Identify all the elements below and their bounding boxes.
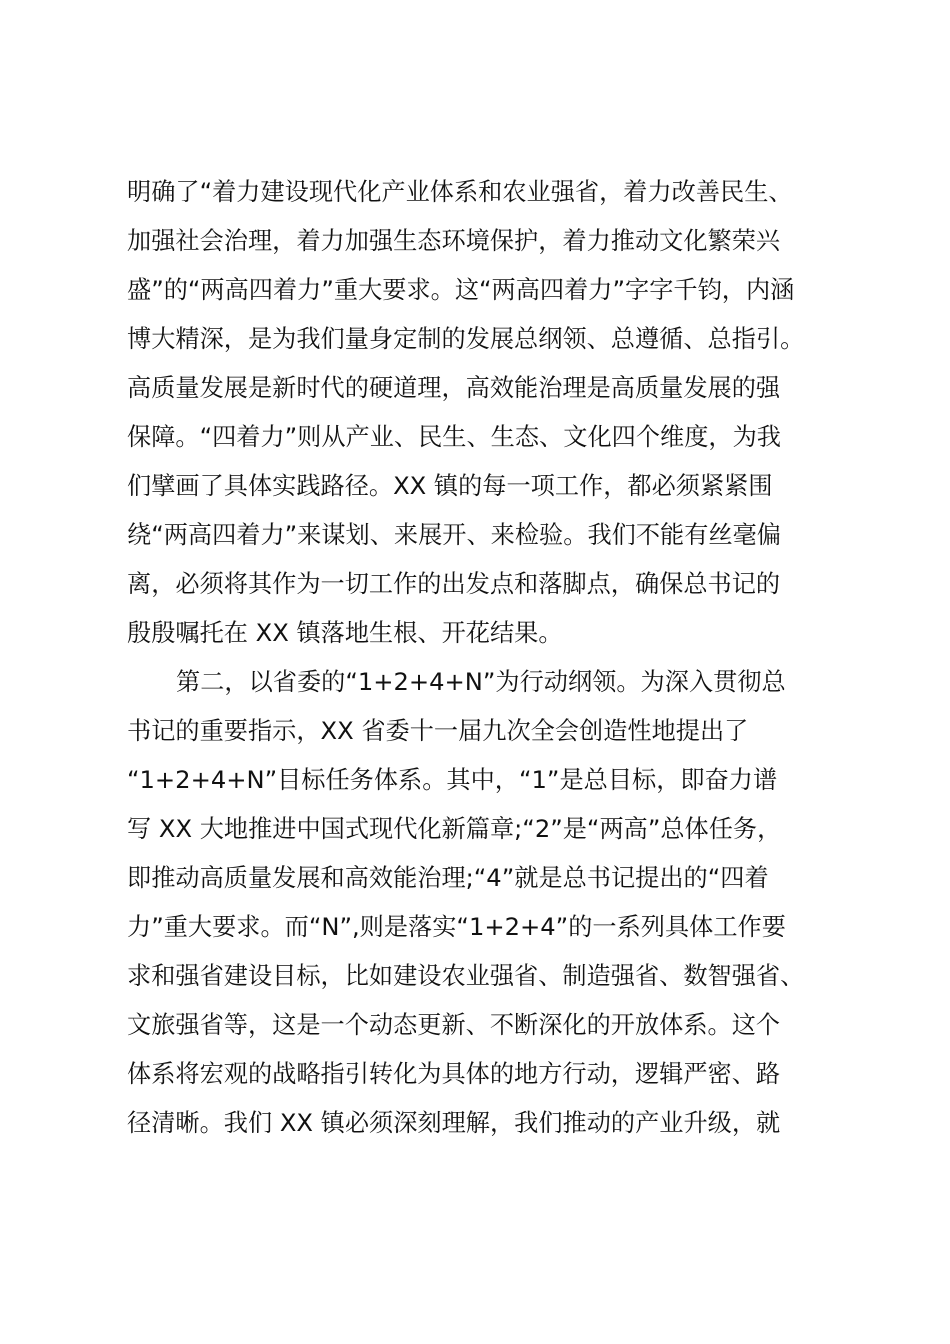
text-line-4: 博大精深，是为我们量身定制的发展总纲领、总遵循、总指引。 xyxy=(127,325,805,353)
text-line-9: 离，必须将其作为一切工作的出发点和落脚点，确保总书记的 xyxy=(127,570,781,598)
text-line-2: 加强社会治理，着力加强生态环境保护，着力推动文化繁荣兴 xyxy=(127,227,781,255)
text-line-7: 们擘画了具体实践路径。XX 镇的每一项工作，都必须紧紧围 xyxy=(127,472,773,500)
text-line-13: “1+2+4+N”目标任务体系。其中，“1”是总目标，即奋力谱 xyxy=(127,766,778,794)
text-line-15: 即推动高质量发展和高效能治理;“4”就是总书记提出的“四着 xyxy=(127,864,769,892)
text-line-14: 写 XX 大地推进中国式现代化新篇章;“2”是“两高”总体任务， xyxy=(127,815,782,843)
paragraph-2-first-line: 第二，以省委的“1+2+4+N”为行动纲领。为深入贯彻总 xyxy=(176,668,786,696)
text-line-10: 殷殷嘱托在 XX 镇落地生根、开花结果。 xyxy=(127,619,563,647)
text-line-19: 体系将宏观的战略指引转化为具体的地方行动，逻辑严密、路 xyxy=(127,1060,781,1088)
text-line-8: 绕“两高四着力”来谋划、来展开、来检验。我们不能有丝毫偏 xyxy=(127,521,781,549)
text-line-6: 保障。“四着力”则从产业、民生、生态、文化四个维度，为我 xyxy=(127,423,781,451)
text-line-17: 求和强省建设目标，比如建设农业强省、制造强省、数智强省、 xyxy=(127,962,805,990)
text-line-16: 力”重大要求。而“N”,则是落实“1+2+4”的一系列具体工作要 xyxy=(127,913,786,941)
text-line-20: 径清晰。我们 XX 镇必须深刻理解，我们推动的产业升级，就 xyxy=(127,1109,781,1137)
text-line-3: 盛”的“两高四着力”重大要求。这“两高四着力”字字千钧，内涵 xyxy=(127,276,795,304)
text-line-1: 明确了“着力建设现代化产业体系和农业强省，着力改善民生、 xyxy=(127,178,793,206)
text-line-5: 高质量发展是新时代的硬道理，高效能治理是高质量发展的强 xyxy=(127,374,781,402)
text-line-18: 文旅强省等，这是一个动态更新、不断深化的开放体系。这个 xyxy=(127,1011,781,1039)
text-line-12: 书记的重要指示，XX 省委十一届九次全会创造性地提出了 xyxy=(127,717,749,745)
